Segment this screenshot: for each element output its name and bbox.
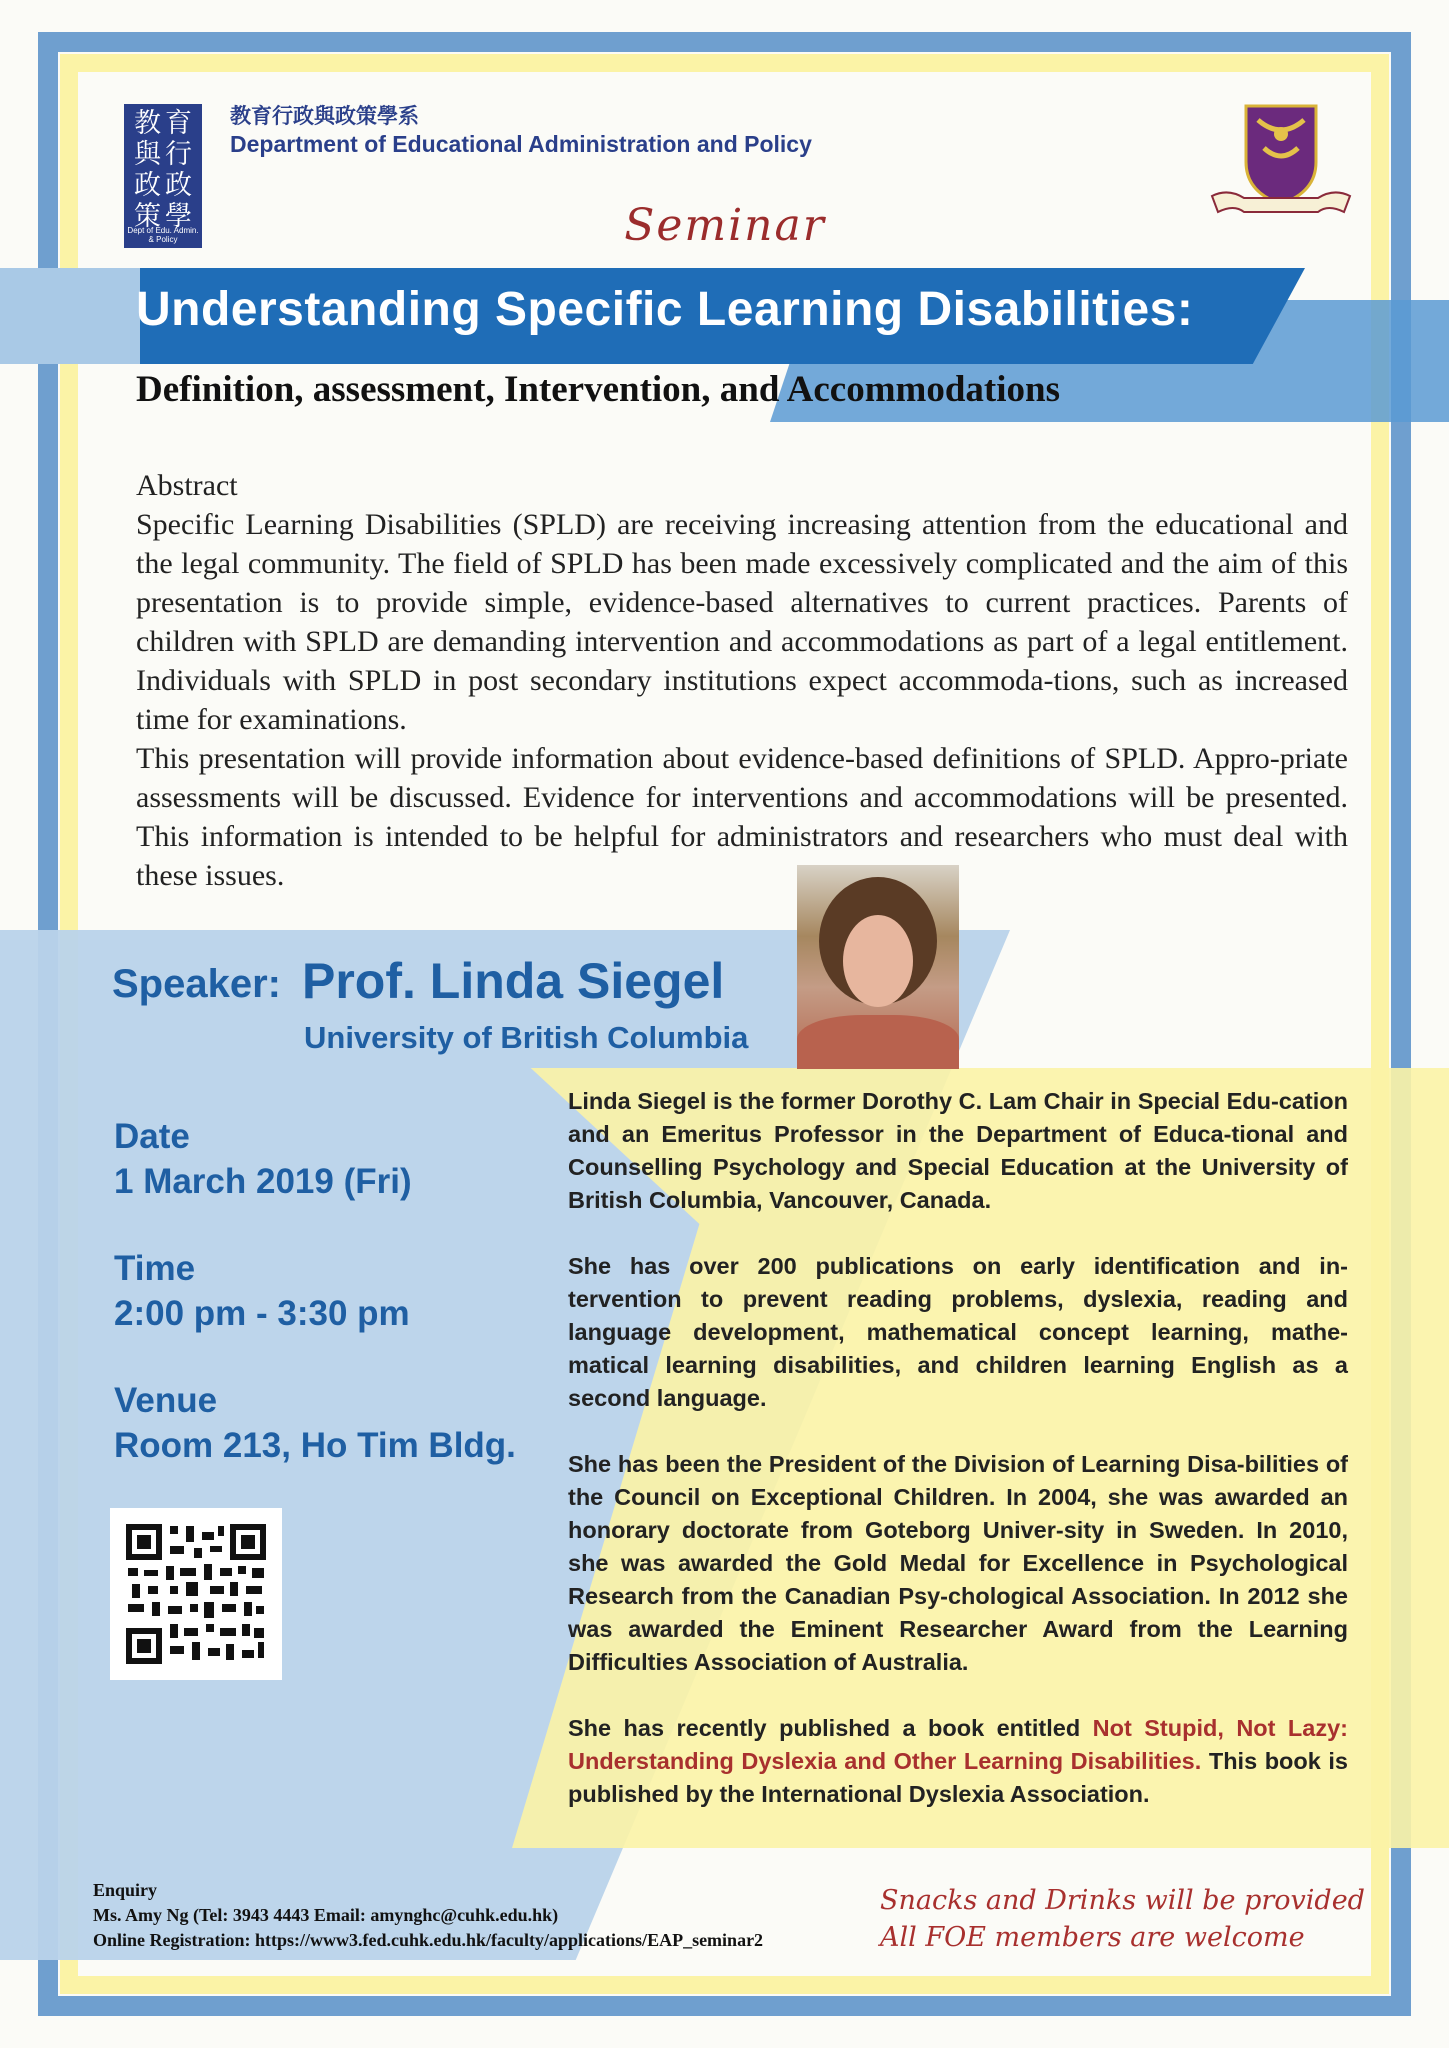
department-name-english: Department of Educational Administration and Policy bbox=[230, 131, 812, 157]
date-value: 1 March 2019 (Fri) bbox=[114, 1162, 412, 1201]
department-logo-char: 行 bbox=[165, 139, 192, 170]
department-logo bbox=[124, 104, 202, 248]
department-name-chinese: 教育行政與政策學系 bbox=[230, 104, 419, 128]
date-label: Date bbox=[114, 1117, 190, 1156]
department-logo-char: 與 bbox=[134, 139, 161, 170]
speaker-name: Prof. Linda Siegel bbox=[302, 953, 725, 1009]
department-logo-char: 教 bbox=[134, 108, 161, 139]
venue-value: Room 213, Ho Tim Bldg. bbox=[114, 1426, 516, 1465]
bio-paragraph-3: She has been the President of the Division of Learning Disa-bilities of the Council on Exceptional Children. In 2004, she was awarded an honorary doctorate from Goteborg Univer-sity in Sweden. In 2010, she was awarded the Gold Medal for Excellence in Psychological Research from the Canadian Psy-chological Association. In 2012 she was awarded the Eminent Researcher Award from the Learning Difficulties Association of Australia. bbox=[568, 1451, 1348, 1675]
speaker-label: Speaker: bbox=[112, 962, 281, 1006]
speaker-photo bbox=[797, 865, 959, 1069]
abstract-paragraph-2: This presentation will provide information about evidence-based definitions of SPLD. Appro-priate assessments will be discussed. Evidence for interventions and accommodations will be presented. This information is intended to be helpful for administrators and researchers who must deal with these issues. bbox=[136, 742, 1348, 892]
abstract-section bbox=[136, 466, 1348, 895]
seminar-title: Understanding Specific Learning Disabilities: bbox=[136, 283, 1194, 336]
department-logo-char: 育 bbox=[165, 108, 192, 139]
seminar-subtitle: Definition, assessment, Intervention, and Accommodations bbox=[136, 369, 1060, 410]
venue-label: Venue bbox=[114, 1381, 218, 1420]
qr-code-icon bbox=[126, 1524, 266, 1664]
department-logo-char: 政 bbox=[165, 170, 192, 201]
abstract-heading: Abstract bbox=[136, 469, 238, 502]
department-logo-caption: Dept of Edu. Admin. & Policy bbox=[127, 226, 199, 244]
enquiry-contact: Ms. Amy Ng (Tel: 3943 4443 Email: amynghc@cuhk.edu.hk) bbox=[93, 1905, 559, 1925]
refreshments-note: Snacks and Drinks will be provided bbox=[880, 1885, 1365, 1916]
time-label: Time bbox=[114, 1249, 196, 1288]
welcome-note: All FOE members are welcome bbox=[880, 1922, 1305, 1953]
speaker-affiliation: University of British Columbia bbox=[304, 1020, 749, 1055]
department-logo-char: 學 bbox=[165, 201, 192, 232]
department-logo-char: 政 bbox=[134, 170, 161, 201]
registration-qr-code[interactable] bbox=[110, 1508, 282, 1680]
bio-book-publisher: This book is published by the International Dyslexia Association. bbox=[568, 1748, 1348, 1807]
bio-paragraph-1: Linda Siegel is the former Dorothy C. Lam Chair in Special Edu-cation and an Emeritus Professor in the Department of Educa-tional and Counselling Psychology and Special Education at the University of British Columbia, Vancouver, Canada. bbox=[568, 1088, 1348, 1213]
enquiry-section bbox=[93, 1878, 763, 1953]
title-band-left-accent bbox=[0, 268, 140, 364]
speaker-bio bbox=[568, 1085, 1348, 1844]
bio-book-intro: She has recently published a book entitled bbox=[568, 1715, 1093, 1741]
event-type: Seminar bbox=[624, 200, 826, 251]
time-value: 2:00 pm - 3:30 pm bbox=[114, 1294, 410, 1333]
event-notes bbox=[880, 1882, 1365, 1956]
bio-paragraph-4 bbox=[568, 1712, 1348, 1811]
department-logo-char: 策 bbox=[134, 201, 161, 232]
abstract-paragraph-1: Specific Learning Disabilities (SPLD) are receiving increasing attention from the educational and the legal community. The field of SPLD has been made excessively complicated and the aim of this presentation is to provide simple, evidence-based alternatives to current practices. Parents of children with SPLD are demanding intervention and accommodations as part of a legal entitlement. Individuals with SPLD in post secondary institutions expect accommoda-tions, such as increased time for examinations. bbox=[136, 508, 1348, 736]
bio-paragraph-2: She has over 200 publications on early identification and in-tervention to prevent reading problems, dyslexia, reading and language development, mathematical concept learning, mathe-matical learning disabilities, and children learning English as a second language. bbox=[568, 1253, 1348, 1411]
enquiry-heading: Enquiry bbox=[93, 1880, 158, 1900]
book-title: Not Stupid, Not Lazy: Understanding Dyslexia and Other Learning Disabilities. bbox=[568, 1715, 1348, 1774]
registration-link[interactable]: Online Registration: https://www3.fed.cuhk.edu.hk/faculty/applications/EAP_seminar2 bbox=[93, 1930, 764, 1950]
cuhk-crest-icon bbox=[1208, 100, 1354, 220]
